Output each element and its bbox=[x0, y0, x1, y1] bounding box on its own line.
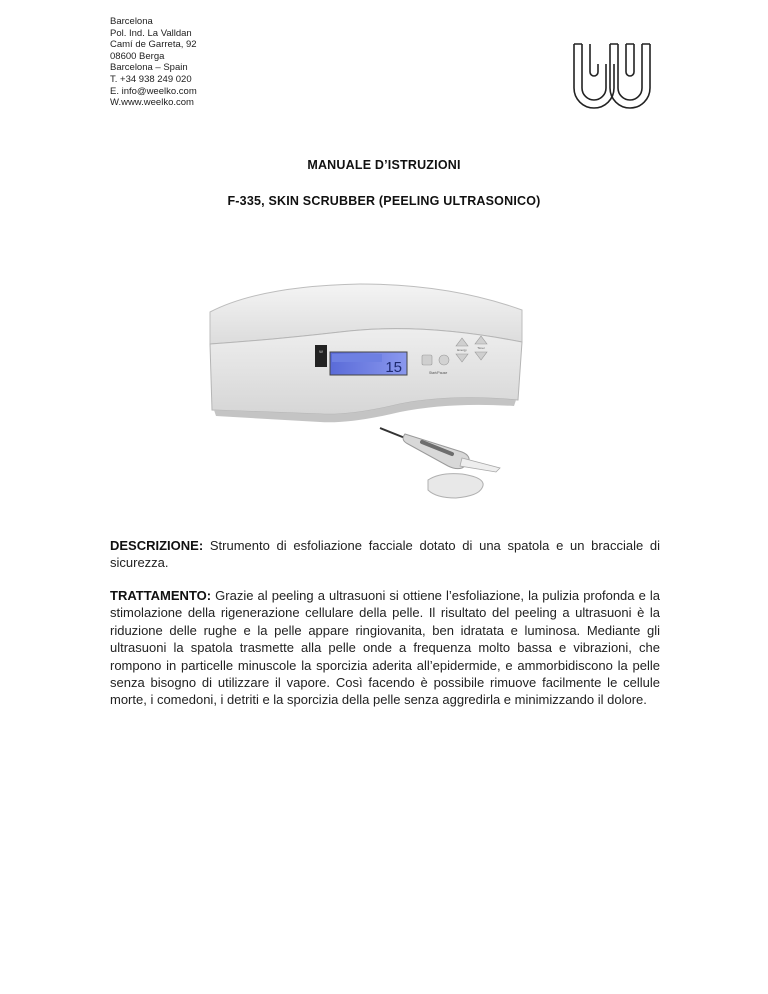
description-label: DESCRIZIONE: bbox=[110, 538, 204, 553]
email-line: E. info@weelko.com bbox=[110, 85, 197, 97]
address-line: Barcelona bbox=[110, 16, 153, 27]
device-energy-label: Energy bbox=[457, 348, 467, 352]
weelko-logo-icon bbox=[572, 42, 652, 116]
device-timer-label: Timer bbox=[477, 346, 485, 350]
website-line: W.www.weelko.com bbox=[110, 97, 194, 109]
document-title: MANUALE D’ISTRUZIONI bbox=[307, 158, 461, 172]
skin-scrubber-device-image bbox=[200, 282, 530, 520]
treatment-paragraph bbox=[110, 587, 660, 709]
address-line: Pol. Ind. La Valldan bbox=[110, 27, 192, 39]
description-paragraph bbox=[110, 537, 660, 572]
address-line: Barcelona – Spain bbox=[110, 62, 188, 74]
description-text: Strumento di esfoliazione facciale dotato di una spatola e un bracciale di sicurezza. bbox=[110, 538, 660, 571]
phone-line: T. +34 938 249 020 bbox=[110, 73, 192, 85]
treatment-label: TRATTAMENTO: bbox=[110, 588, 212, 603]
document-subtitle: F-335, SKIN SCRUBBER (PEELING ULTRASONICO) bbox=[227, 194, 541, 208]
address-line: Camí de Garreta, 92 bbox=[110, 39, 197, 51]
device-switch-label: Start/Pause bbox=[429, 371, 448, 375]
treatment-text: Grazie al peeling a ultrasuoni si ottiene l’esfoliazione, la pulizia profonda e la stimolazione della rigenerazione cellulare della pelle. Il risultato del peeling a ultrasuoni è la riduzione delle rughe e la pelle appare ringiovanita, ben idratata e luminosa. Mediante gli ultrasuoni la spatola trasmette alla pelle onde a frequenza molto bassa e vibrazioni, che rompono in particelle minuscole la sporcizia aderita all’epidermide, e ammorbidiscono la pelle senza bisogno di utilizzare il vapore. Così facendo è possibile rimuove facilmente le cellule morte, i comedoni, i detriti e la sporcizia della pelle senza aggredirla e minimizzando il dolore. bbox=[110, 588, 660, 708]
company-address bbox=[110, 16, 197, 109]
device-brand-mark: W bbox=[319, 349, 323, 354]
device-timer-display: 15 bbox=[385, 359, 402, 376]
address-line: 08600 Berga bbox=[110, 50, 165, 62]
